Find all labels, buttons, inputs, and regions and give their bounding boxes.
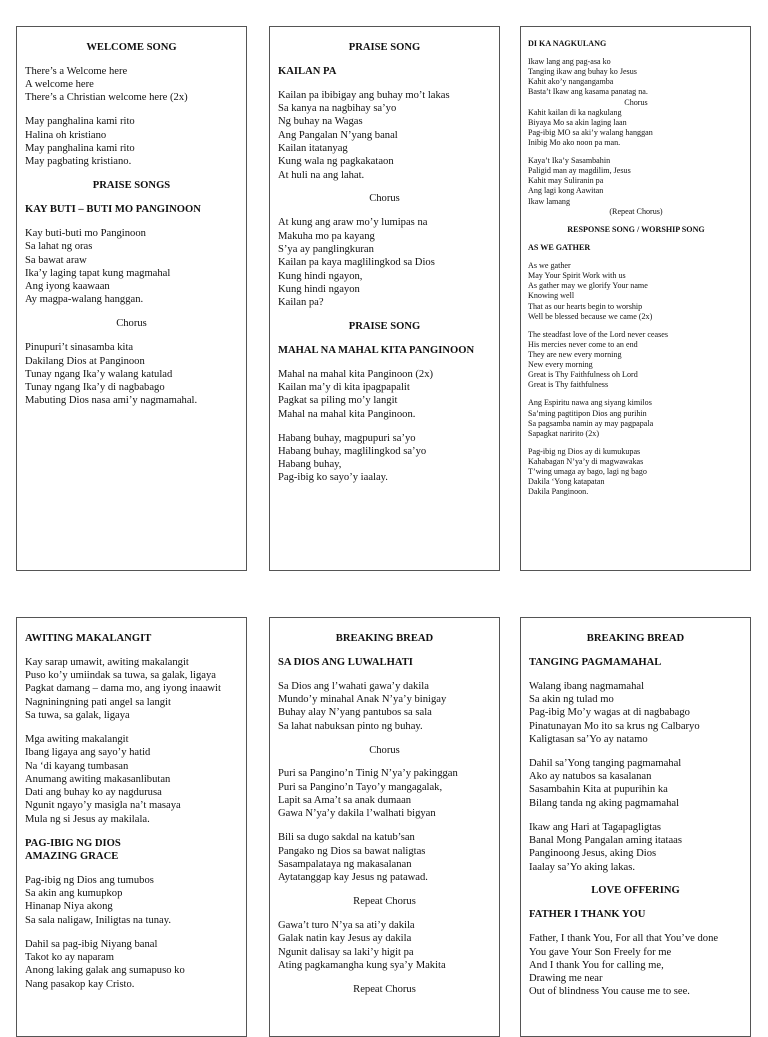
lyric-line: Pag-ibig ko sayo’y iaalay. [278,472,388,484]
song-title: MAHAL NA MAHAL KITA PANGINOON [278,344,475,356]
lyric-line: Halina oh kristiano [25,129,107,141]
lyric-line: Out of blindness You cause me to see. [529,986,690,998]
lyric-line: Kung wala ng pagkakataon [278,156,394,168]
spacer [25,645,238,656]
spacer [278,669,491,680]
lyric-line: Great is Thy Faithfulness oh Lord [528,370,638,380]
song-title: PAG-IBIG NG DIOS [25,837,121,849]
lyric-line: Mahal na mahal kita Panginoon. [278,408,416,420]
chorus-label: Chorus [624,97,648,107]
lyric-line: Father, I thank You, For all that You’ve done [529,933,719,945]
lyric-line: Bili sa dugo sakdal na katub’san [278,832,415,844]
lyric-line: Mahal na mahal kita Panginoon (2x) [278,368,434,380]
spacer [25,722,238,733]
lyric-line: As we gather [528,261,571,271]
lyric-line: That as our hearts begin to worship [528,301,643,311]
lyric-line: Sa kanya na nagbihay sa’yo [278,103,397,115]
chorus-label: (Repeat Chorus) [609,206,663,216]
lyric-line: They are new every morning [528,350,622,359]
lyric-line: Biyaya Mo sa akin laging laan [528,117,627,127]
spacer [278,333,491,344]
lyric-line: Sasambahin Kita at pupurihin ka [529,784,668,796]
lyric-line: Ikaw lang ang pag-asa ko [528,57,611,67]
lyric-line: Ako ay natubos sa kasalanan [529,771,652,783]
lyric-line: Ang Pangalan N’yang banal [278,129,398,141]
lyric-line: Sa pagsamba namin ay may pagpapala [528,418,654,428]
lyric-line: There’s a Christian welcome here (2x) [25,92,188,104]
spacer [529,645,742,656]
lyric-line: Tunay ngang Ika’y di nagbabago [25,382,165,394]
lyric-line: Kung hindi ngayon [278,283,360,295]
lyric-line: Na ‘di kayang tumbasan [25,760,129,772]
section-heading: PRAISE SONG [348,42,421,53]
song-title: AMAZING GRACE [25,850,119,862]
lyric-line: Puso ko’y umiindak sa tuwa, sa galak, ligaya [25,670,216,682]
spacer [25,169,238,180]
lyric-line: Lapit sa Ama’t sa anak dumaan [278,795,412,807]
lyric-line: Sa lahat nabuksan pinto ng buhay. [278,720,423,732]
song-title: SA DIOS ANG LUWALHATI [278,656,413,668]
spacer [25,307,238,318]
lyric-line: Sa Dios ang l’wahati gawa’y dakila [278,680,429,692]
chorus-label: Chorus [369,744,400,756]
lyric-line: Buhay alay N’yang pantubos sa sala [278,707,432,719]
spacer [25,826,238,837]
spacer [278,908,491,919]
lyric-line: Ng buhay na Wagas [278,116,363,128]
spacer [528,253,744,261]
chorus-label: Chorus [369,193,400,205]
lyric-line: Nagniningning pati angel sa langit [25,696,171,708]
lyric-line: Ibang ligaya ang sayo’y hatid [25,747,151,759]
spacer [278,645,491,656]
spacer [529,922,742,933]
lyrics-panel-worship-songs [520,26,751,571]
lyric-line: Tunay ngang Ika’y walang katulad [25,368,173,380]
chorus-label: Chorus [116,318,147,330]
lyric-line: Kailan itatanyag [278,142,348,154]
lyric-line: Pagkat damang – dama mo, ang iyong inaawit [25,683,221,695]
spacer [25,54,238,65]
spacer [25,331,238,342]
spacer [528,439,744,447]
lyric-line: S’ya ay panglingkuran [278,243,374,255]
spacer [528,148,744,156]
lyric-line: Ang lagi kong Aawitan [528,186,604,196]
lyric-line: Bilang tanda ng aking pagmamahal [529,797,680,809]
spacer [25,105,238,116]
lyric-line: Mabuting Dios nasa ami’y nagmamahal. [25,395,198,407]
song-title: TANGING PAGMAMAHAL [529,656,662,668]
section-heading: PRAISE SONGS [92,180,171,192]
song-title: KAILAN PA [278,65,337,77]
lyric-line: You gave Your Son Freely for me [529,946,672,958]
spacer [25,216,238,227]
lyric-line: T’wing umaga ay bago, lagi ng bago [528,467,647,477]
lyric-line: Sa akin ang kumupkop [25,888,123,900]
lyric-line: Walang ibang nagmamahal [529,680,645,692]
lyric-line: Tanging ikaw ang buhay ko Jesus [528,67,637,77]
spacer [278,78,491,89]
lyrics-panel-awiting-makalangit [16,617,247,1037]
lyric-line: Nang pasakop kay Cristo. [25,978,135,990]
lyric-line: And I thank You for calling me, [529,959,664,971]
lyric-line: Sa’ming pagtitipon Dios ang purihin [528,408,647,418]
lyric-line: Kailan pa? [278,297,324,309]
spacer [278,821,491,832]
lyric-line: Habang buhay, maglilingkod sa’yo [278,445,427,457]
spacer [278,54,491,65]
spacer [529,810,742,821]
lyric-line: Kailan pa ibibigay ang buhay mo’t lakas [278,89,450,101]
lyric-line: Iaalay sa’Yo aking lakas. [529,861,636,873]
lyric-line: Mundo’y minahal Anak N’ya’y binigay [278,694,447,706]
lyric-line: Mula ng si Jesus ay makilala. [25,813,150,825]
lyric-line: Aytatanggap kay Jesus ng patawad. [278,872,428,884]
lyric-line: Anong laking galak ang sumapuso ko [25,965,185,977]
lyrics-panel-praise-songs [269,26,500,571]
lyric-line: Panginoong Jesus, aking Dios [529,848,657,860]
lyric-line: Kailan pa kaya maglilingkod sa Dios [278,257,435,269]
lyric-line: Mga awiting makalangit [25,733,129,745]
lyrics-panel-welcome-and-praise [16,26,247,571]
chorus-label: Repeat Chorus [353,983,416,995]
lyric-line: Ay magpa-walang hanggan. [25,294,144,306]
spacer [529,874,742,885]
song-title: AS WE GATHER [528,242,591,252]
lyric-line: Dati ang buhay ko ay nagdurusa [25,787,162,799]
lyric-line: Ikaw ang Hari at Tagapagligtas [529,821,662,833]
lyric-line: Kahabagan N’ya’y di magwawakas [528,457,644,467]
lyric-line: Sa tuwa, sa galak, ligaya [25,710,130,722]
spacer [25,192,238,203]
lyric-line: Sa sala naligaw, Iniligtas na tunay. [25,914,172,926]
spacer [529,746,742,757]
lyric-line: Ngunit ngayo’y masigla na’t masaya [25,800,181,812]
lyric-line: Ika’y laging tapat kung magmahal [25,267,171,279]
lyric-line: Ikaw lamang [528,196,571,206]
lyric-line: Kaligtasan sa’Yo ay natamo [529,733,648,745]
lyric-line: Puri sa Pangino’n Tayo’y mangagalak, [278,781,443,793]
lyric-line: Dahil sa’Yong tanging pagmamahal [529,757,682,769]
song-title: KAY BUTI – BUTI MO PANGINOON [25,204,201,216]
lyric-line: Pag-ibig ng Dios ang tumubos [25,874,154,886]
lyric-line: A welcome here [25,79,94,91]
song-title: AWITING MAKALANGIT [25,633,152,644]
lyric-line: Kung hindi ngayon, [278,270,363,282]
section-heading: WELCOME SONG [86,42,177,53]
lyric-line: Paligid man ay magdilim, Jesus [528,166,631,176]
spacer [278,357,491,368]
lyric-line: Pangako ng Dios sa bawat naligtas [278,845,426,857]
lyric-line: Sa bawat araw [25,254,87,266]
lyric-line: As gather may we glorify Your name [528,281,648,291]
section-heading: RESPONSE SONG / WORSHIP SONG [567,224,705,234]
lyric-line: May panghalina kami rito [25,116,135,128]
section-heading: BREAKING BREAD [335,633,434,644]
spacer [278,206,491,217]
lyric-line: Kay sarap umawit, awiting makalangit [25,656,189,668]
lyric-line: Ang iyong kaawaan [25,281,110,293]
spacer [528,235,744,243]
lyric-line: May pagbating kristiano. [25,156,132,168]
lyric-line: His mercies never come to an end [528,339,638,349]
lyric-line: Sapagkat naririto (2x) [528,428,600,438]
lyric-line: May panghalina kami rito [25,142,135,154]
lyric-line: Takot ko ay naparam [25,951,114,963]
spacer [528,390,744,398]
song-title: DI KA NAGKULANG [528,39,607,48]
lyric-line: At kung ang araw mo’y lumipas na [278,217,428,229]
lyric-line: Pag-ibig ng Dios ay di kumukupas [528,446,641,456]
lyric-line: Kailan ma’y di kita ipagpapalit [278,382,410,394]
lyric-line: Pinatunayan Mo ito sa krus ng Calbaryo [529,720,700,732]
spacer [25,927,238,938]
spacer [528,322,744,330]
spacer [278,309,491,320]
lyric-line: Ngunit dalisay sa laki’y higit pa [278,946,414,958]
lyric-line: Kay buti-buti mo Panginoon [25,227,146,239]
lyric-line: Hinanap Niya akong [25,901,113,913]
lyric-line: Sasampalataya ng makasalanan [278,858,412,870]
lyric-line: There’s a Welcome here [25,65,128,77]
spacer [529,669,742,680]
lyric-line: Kahit may Suliranin pa [528,176,604,186]
spacer [278,182,491,193]
chorus-label: Repeat Chorus [353,896,416,908]
lyric-line: Banal Mong Pangalan aming itataas [529,834,682,846]
lyric-line: The steadfast love of the Lord never ceases [528,329,669,339]
lyric-line: Pag-ibig Mo’y wagas at di nagbabago [529,707,690,719]
lyric-line: Sa akin ng tulad mo [529,694,614,706]
spacer [528,217,744,225]
section-heading: PRAISE SONG [348,321,421,333]
lyrics-panel-breaking-bread [269,617,500,1037]
lyric-line: Drawing me near [529,973,603,985]
lyric-line: Gawa N’ya’y dakila l’walhati bigyan [278,808,436,820]
lyric-line: Habang buhay, [278,459,342,471]
lyric-line: At huli na ang lahat. [278,169,365,181]
lyric-line: Makuha mo pa kayang [278,230,375,242]
spacer [278,884,491,895]
section-heading: BREAKING BREAD [586,633,685,644]
lyric-line: Dakila ‘Yong katapatan [528,477,605,487]
lyric-line: Habang buhay, magpupuri sa’yo [278,432,416,444]
spacer [528,49,744,57]
lyric-line: Pag-ibig MO sa aki’y walang hanggan [528,127,653,137]
lyric-line: Kahit ako’y nangangamba [528,77,614,87]
lyric-line: Galak natin kay Jesus ay dakila [278,933,412,945]
lyric-line: Basta’t Ikaw ang kasama panatag na. [528,87,648,97]
spacer [529,898,742,909]
lyric-line: Dakilang Dios at Panginoon [25,355,145,367]
spacer [25,863,238,874]
spacer [278,421,491,432]
lyric-line: Inibig Mo ako noon pa man. [528,137,621,147]
spacer [278,757,491,768]
spacer [278,972,491,983]
lyric-line: Well be blessed because we came (2x) [528,311,653,321]
lyric-line: Ating pagkamangha kung sya’y Makita [278,959,446,971]
lyrics-panel-breaking-bread-love-offering [520,617,751,1037]
lyric-line: Gawa’t turo N’ya sa ati’y dakila [278,919,415,931]
spacer [278,733,491,744]
lyric-line: Puri sa Pangino’n Tinig N’ya’y pakinggan [278,768,458,780]
song-title: FATHER I THANK YOU [529,909,646,921]
lyric-line: Ang Espiritu nawa ang siyang kimilos [528,398,652,408]
lyric-line: Great is Thy faithfulness [528,380,609,390]
lyric-line: Dahil sa pag-ibig Niyang banal [25,938,158,950]
lyric-line: May Your Spirit Work with us [528,271,626,281]
section-heading: LOVE OFFERING [591,885,680,897]
lyric-line: Pinupuri’t sinasamba kita [25,342,134,354]
lyric-line: Pagkat sa piling mo’y langit [278,395,398,407]
lyric-line: Kaya’t Ika’y Sasambahin [528,156,611,166]
lyric-line: Sa lahat ng oras [25,241,93,253]
lyric-line: Kahit kailan di ka nagkulang [528,107,622,117]
lyric-line: Knowing well [528,291,575,301]
lyric-line: Dakila Panginoon. [528,487,589,497]
lyric-line: Anumang awiting makasanlibutan [25,773,171,785]
lyric-line: New every morning [528,360,593,370]
